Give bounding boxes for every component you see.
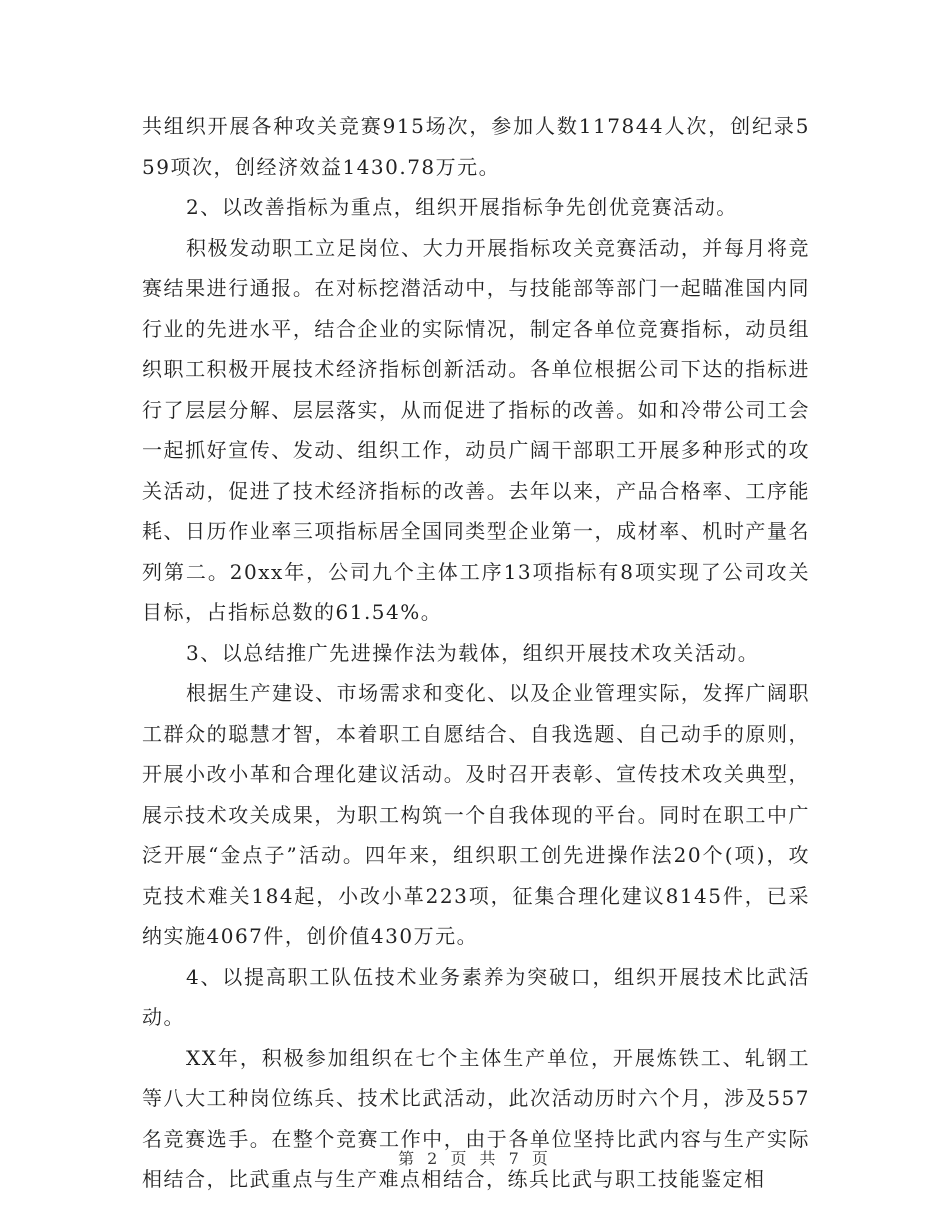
page-number-footer: 第 2 页 共 7 页 bbox=[398, 1149, 552, 1168]
paragraph-6-heading: 4、以提高职工队伍技术业务素养为突破口，组织开展技术比武活动。 bbox=[142, 964, 810, 1029]
paragraph-4-heading: 3、以总结推广先进操作法为载体，组织开展技术攻关活动。 bbox=[186, 640, 760, 665]
paragraph-3: 积极发动职工立足岗位、大力开展指标攻关竞赛活动，并每月将竞赛结果进行通报。在对标挖潜活动中，与技能部等部门一起瞄准国内同行业的先进水平，结合企业的实际情况，制定各单位竞赛指标，动员组织职工积极开展技术经济指标创新活动。各单位根据公司下达的指标进行了层层分解、层层落实，从而促进了指标的改善。如和冷带公司工会一起抓好宣传、发动、组织工作，动员广阔干部职工开展多种形式的攻关活动，促进了技术经济指标的改善。去年以来，产品合格率、工序能耗、日历作业率三项指标居全国同类型企业第一，成材率、机时产量名列第二。20xx年，公司九个主体工序13项指标有8项实现了公司攻关目标，占指标总数的61.54%。 bbox=[142, 235, 810, 624]
paragraph-2-heading: 2、以改善指标为重点，组织开展指标争先创优竞赛活动。 bbox=[186, 195, 738, 219]
paragraph-1: 共组织开展各种攻关竞赛915场次，参加人数117844人次，创纪录559项次，创经济效益1430.78万元。 bbox=[142, 114, 810, 179]
document-body bbox=[142, 106, 810, 1200]
paragraph-7: XX年，积极参加组织在七个主体生产单位，开展炼铁工、轧钢工等八大工种岗位练兵、技术比武活动，此次活动历时六个月，涉及557名竞赛选手。在整个竞赛工作中，由于各单位坚持比武内容与生产实际相结合，比武重点与生产难点相结合，练兵比武与职工技能鉴定相 bbox=[142, 1045, 810, 1191]
paragraph-5: 根据生产建设、市场需求和变化、以及企业管理实际，发挥广阔职工群众的聪慧才智，本着职工自愿结合、自我选题、自己动手的原则，开展小改小革和合理化建议活动。及时召开表彰、宣传技术攻关典型，展示技术攻关成果，为职工构筑一个自我体现的平台。同时在职工中广泛开展“金点子”活动。四年来，组织职工创先进操作法20个(项)，攻克技术难关184起，小改小革223项，征集合理化建议8145件，已采纳实施4067件，创价值430万元。 bbox=[142, 681, 810, 948]
